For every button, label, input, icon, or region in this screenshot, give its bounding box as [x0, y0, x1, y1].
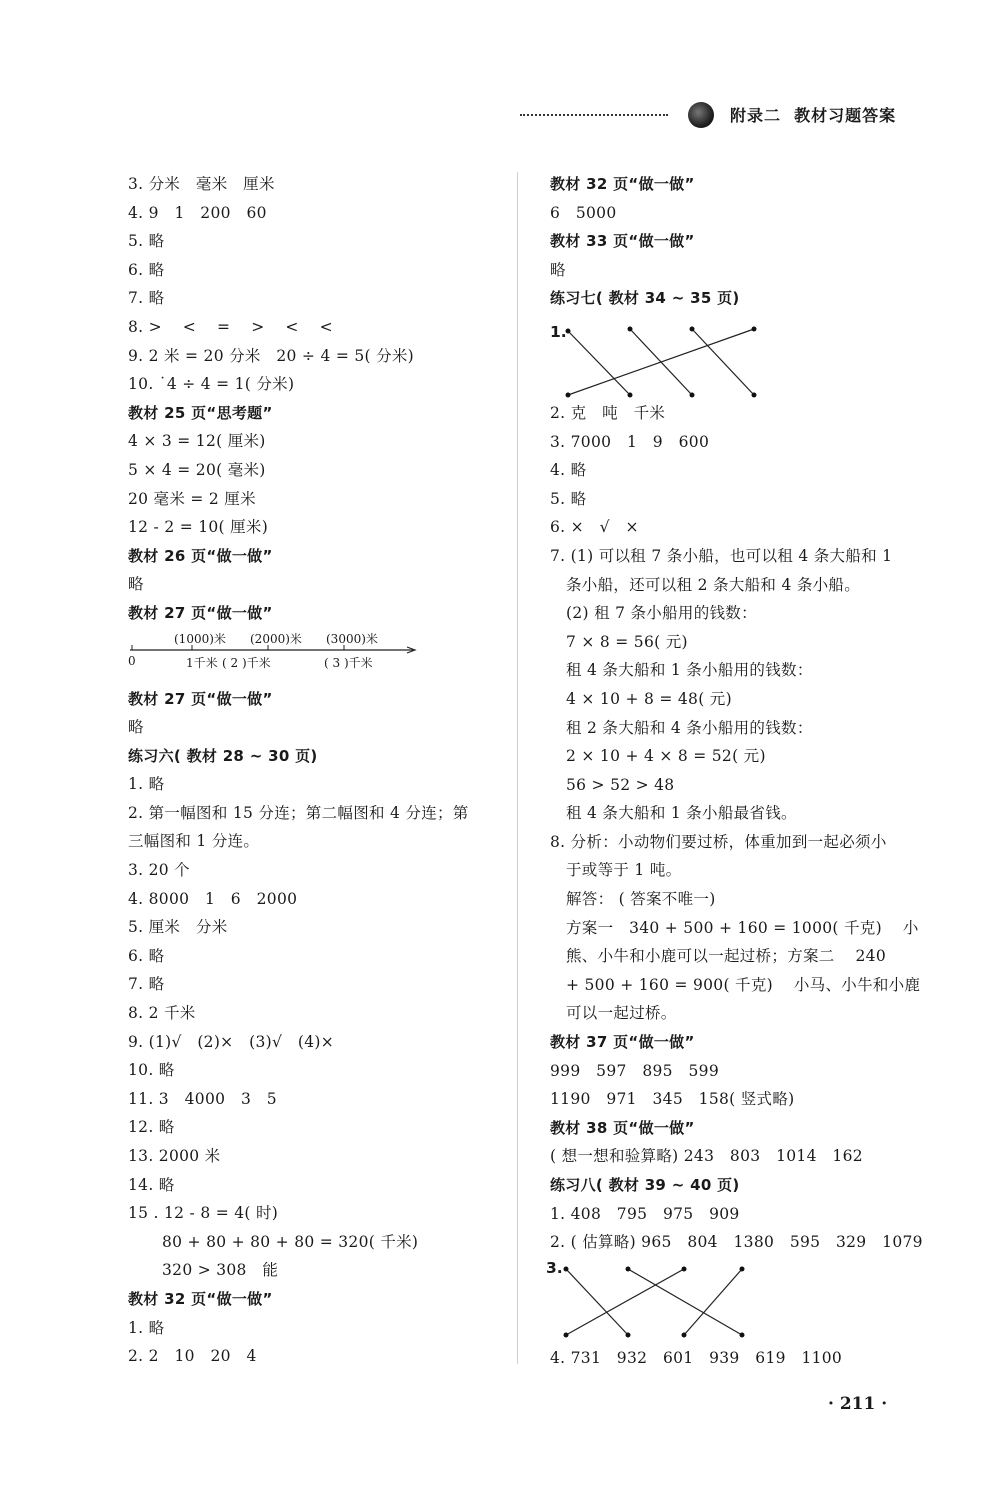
answer-line: ( 想一想和验算略) 243 803 1014 162: [550, 1147, 863, 1166]
number-line-label: (3000)米: [326, 631, 378, 646]
header-dotted-rule: [520, 114, 668, 116]
answer-line: 12. 略: [128, 1118, 175, 1137]
matching-lines-3: [550, 1257, 850, 1344]
answer-line: 方案一 340 + 500 + 160 = 1000( 千克) 小: [566, 918, 919, 937]
answer-line: 略: [550, 260, 566, 279]
figure-number: 3.: [546, 1258, 563, 1277]
matching-figure-1: [550, 313, 850, 399]
answer-line: 8. 2 千米: [128, 1004, 196, 1023]
answer-line: 2. 2 10 20 4: [128, 1347, 257, 1366]
column-divider: [517, 172, 518, 1364]
answer-line: 12 - 2 = 10( 厘米): [128, 518, 269, 537]
answer-line: 56 > 52 > 48: [566, 775, 675, 794]
answer-line: 7. 略: [128, 975, 165, 994]
answer-line: 租 4 条大船和 1 条小船用的钱数：: [566, 661, 813, 680]
answer-line: 熊、小牛和小鹿可以一起过桥；方案二 240: [566, 947, 886, 966]
number-line-label: 0: [128, 653, 136, 668]
section-heading: 教材 37 页“做一做”: [550, 1033, 695, 1052]
answer-line: 1. 408 795 975 909: [550, 1204, 740, 1223]
answer-line: 6. × √ ×: [550, 518, 639, 537]
answer-line: 80 + 80 + 80 + 80 = 320( 千米): [162, 1232, 419, 1251]
answer-line: 8. 分析：小动物们要过桥，体重加到一起必须小: [550, 832, 887, 851]
answer-line: 5. 略: [128, 232, 165, 251]
answer-line: 4. 8000 1 6 2000: [128, 889, 298, 908]
header-ball-icon: [688, 102, 714, 128]
section-heading: 练习六( 教材 28 ~ 30 页): [128, 746, 318, 765]
answer-line: 租 4 条大船和 1 条小船最省钱。: [566, 804, 797, 823]
answer-line: 租 2 条大船和 4 条小船用的钱数：: [566, 718, 813, 737]
answer-line: 7. (1) 可以租 7 条小船，也可以租 4 条大船和 1: [550, 546, 893, 565]
answer-line: 5 × 4 = 20( 毫米): [128, 460, 266, 479]
figure-number: 1.: [550, 322, 567, 341]
answer-line: 7 × 8 = 56( 元): [566, 632, 688, 651]
answer-line: 条小船，还可以租 2 条大船和 4 条小船。: [566, 575, 861, 594]
section-heading: 教材 27 页“做一做”: [128, 603, 273, 622]
answer-line: 11. 3 4000 3 5: [128, 1089, 277, 1108]
answer-line: 2. ( 估算略) 965 804 1380 595 329 1079: [550, 1233, 923, 1252]
section-heading: 教材 32 页“做一做”: [550, 175, 695, 193]
answer-line: + 500 + 160 = 900( 千克) 小马、小牛和小鹿: [566, 975, 921, 994]
number-line-label: (2000)米: [250, 631, 302, 646]
answer-line: 9. (1)√ (2)× (3)√ (4)×: [128, 1032, 335, 1051]
section-heading: 教材 26 页“做一做”: [128, 546, 273, 565]
section-heading: 练习八( 教材 39 ~ 40 页): [550, 1176, 740, 1194]
number-line-label: (1000)米: [174, 631, 226, 646]
section-heading: 教材 38 页“做一做”: [550, 1118, 695, 1137]
answer-line: 4 × 10 + 8 = 48( 元): [566, 689, 732, 708]
answer-line: 4 × 3 = 12( 厘米): [128, 432, 266, 451]
answer-line: 2. 第一幅图和 15 分连；第二幅图和 4 分连；第: [128, 803, 469, 822]
answer-line: 4. 略: [550, 461, 587, 480]
answer-line: 4. 731 932 601 939 619 1100: [550, 1348, 843, 1367]
number-line-label: ( 2 )千米: [222, 655, 271, 670]
answer-line: 解答： ( 答案不唯一): [566, 890, 716, 909]
matching-figure-3: [546, 1257, 850, 1344]
answer-line: 13. 2000 米: [128, 1147, 221, 1165]
answer-line: 3. 20 个: [128, 861, 190, 880]
answer-line: 5. 略: [550, 489, 587, 508]
answer-line: 7. 略: [128, 289, 165, 308]
section-heading: 教材 32 页“做一做”: [128, 1289, 273, 1308]
section-heading: 教材 33 页“做一做”: [550, 232, 695, 251]
answer-line: 6 5000: [550, 203, 617, 222]
left-column: [128, 170, 498, 1371]
answer-line: 10. 略: [128, 1061, 175, 1080]
page-number: · 211 ·: [828, 1394, 888, 1414]
answer-line: 4. 9 1 200 60: [128, 203, 267, 222]
answer-line: 1190 971 345 158( 竖式略): [550, 1090, 795, 1109]
answer-line: 6. 略: [128, 260, 165, 279]
answer-line: 14. 略: [128, 1175, 175, 1194]
header-title: 附录二 教材习题答案: [730, 106, 897, 125]
right-column: [546, 170, 923, 1372]
answer-line: 6. 略: [128, 946, 165, 965]
answer-line: 8. > < = > < <: [128, 317, 333, 336]
page-header: [520, 100, 920, 130]
answer-line: 略: [128, 575, 144, 594]
answer-line: 3. 分米 毫米 厘米: [128, 175, 275, 193]
answer-line: 320 > 308 能: [162, 1261, 279, 1280]
number-line-figure: [128, 628, 428, 685]
answer-line: 15 . 12 - 8 = 4( 时): [128, 1204, 279, 1223]
answer-line: 1. 略: [128, 1318, 165, 1337]
answer-line: 5. 厘米 分米: [128, 918, 228, 937]
section-heading: 教材 25 页“思考题”: [128, 403, 273, 422]
number-line-label: ( 3 )千米: [324, 655, 373, 670]
answer-line: 2 × 10 + 4 × 8 = 52( 元): [566, 747, 766, 766]
section-heading: 教材 27 页“做一做”: [128, 689, 273, 708]
number-line-label: 1千米: [186, 655, 218, 670]
answer-line: 略: [128, 718, 144, 737]
answer-line: 10. ˙4 ÷ 4 = 1( 分米): [128, 375, 295, 394]
section-heading: 练习七( 教材 34 ~ 35 页): [550, 289, 740, 308]
answer-line: 3. 7000 1 9 600: [550, 432, 710, 451]
answer-line: 可以一起过桥。: [566, 1004, 677, 1023]
answer-line: 20 毫米 = 2 厘米: [128, 489, 256, 508]
answer-line: 9. 2 米 = 20 分米 20 ÷ 4 = 5( 分米): [128, 346, 415, 365]
answer-line: 2. 克 吨 千米: [550, 403, 666, 422]
matching-lines-1: [550, 313, 850, 399]
answer-line: 于或等于 1 吨。: [566, 861, 682, 880]
answer-line: 999 597 895 599: [550, 1061, 719, 1080]
answer-line: (2) 租 7 条小船用的钱数：: [566, 604, 757, 623]
answer-line: 1. 略: [128, 775, 165, 794]
answer-line: 三幅图和 1 分连。: [128, 832, 260, 851]
